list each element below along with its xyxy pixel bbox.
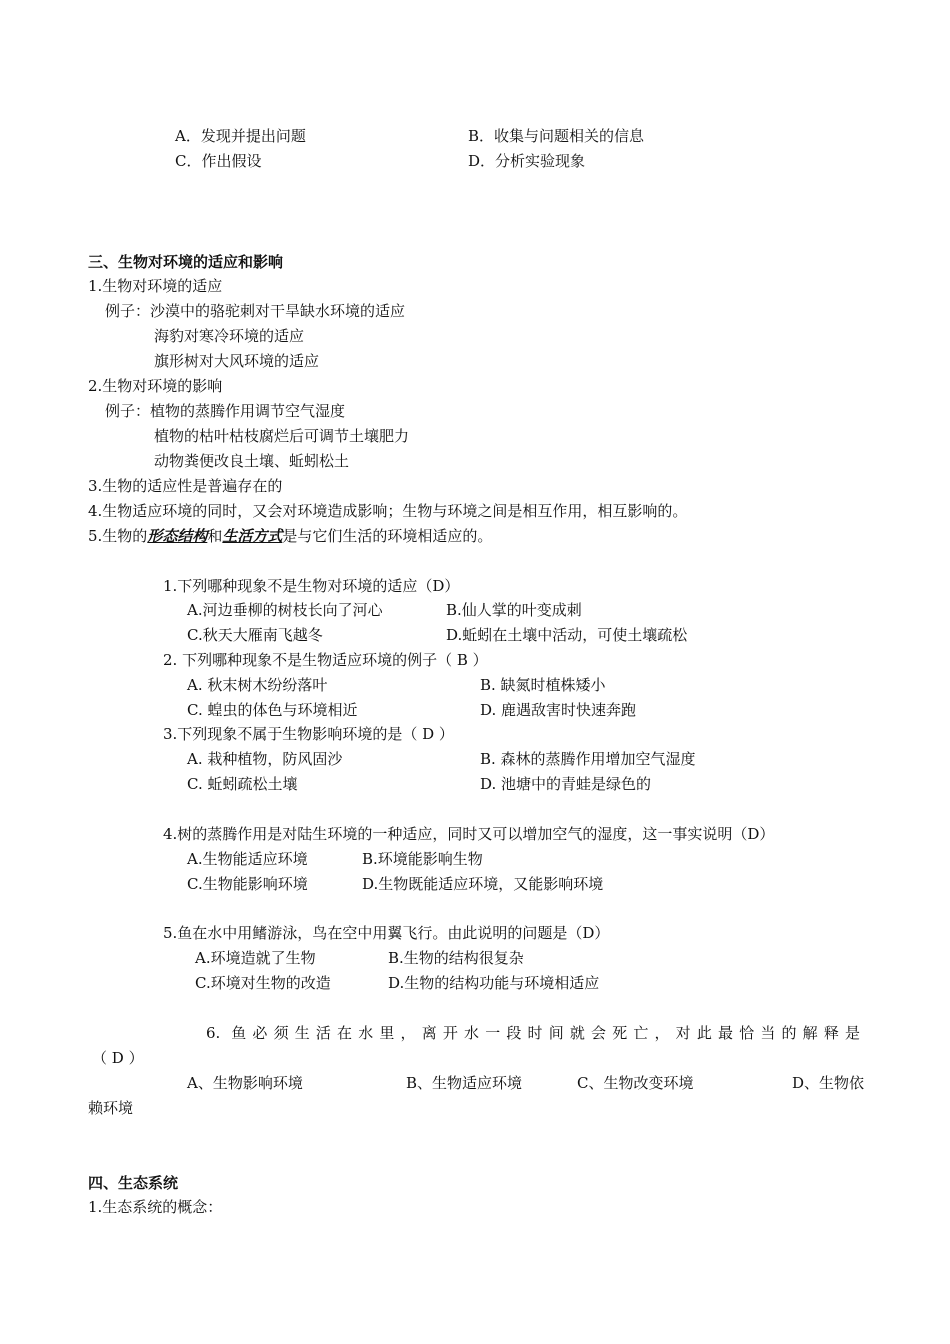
q3-option-d: D. 池塘中的青蛙是绿色的 — [480, 775, 652, 793]
q3-stem: 3.下列现象不属于生物影响环境的是（ D ） — [163, 725, 454, 743]
q5-option-a: A.环境造就了生物 — [195, 949, 316, 967]
q3-option-b: B. 森林的蒸腾作用增加空气湿度 — [480, 750, 696, 768]
q1-option-b: B.仙人掌的叶变成刺 — [446, 601, 582, 619]
q5-option-d: D.生物的结构功能与环境相适应 — [388, 974, 600, 992]
s3-p5-pre: 5.生物的 — [88, 527, 148, 545]
q4-option-d: D.生物既能适应环境，又能影响环境 — [362, 875, 604, 893]
section4-title: 四、生态系统 — [88, 1174, 179, 1192]
q2-option-b: B. 缺氮时植株矮小 — [480, 676, 606, 694]
q6-answer: （ D ） — [92, 1049, 144, 1067]
q4-option-b: B.环境能影响生物 — [362, 850, 483, 868]
s3-p3: 3.生物的适应性是普遍存在的 — [88, 477, 283, 495]
s3-p1-ex3: 旗形树对大风环境的适应 — [154, 352, 320, 370]
q3-option-a: A. 栽种植物，防风固沙 — [187, 750, 343, 768]
q6-option-a: A、生物影响环境 — [187, 1074, 303, 1092]
q1-option-a: A.河边垂柳的树枝长向了河心 — [187, 601, 383, 619]
q6-option-d-cont: 赖环境 — [88, 1099, 134, 1117]
q4-option-a: A.生物能适应环境 — [187, 850, 308, 868]
q5-option-b: B.生物的结构很复杂 — [388, 949, 524, 967]
q6-option-c: C、生物改变环境 — [577, 1074, 694, 1092]
s3-p2-ex3: 动物粪便改良土壤、蚯蚓松土 — [154, 452, 350, 470]
q4-stem: 4.树的蒸腾作用是对陆生环境的一种适应，同时又可以增加空气的湿度，这一事实说明（D） — [163, 825, 775, 843]
s3-p5-em2: 生活方式 — [222, 527, 283, 545]
q5-option-c: C.环境对生物的改造 — [195, 974, 331, 992]
q2-stem: 2. 下列哪种现象不是生物适应环境的例子（ B ） — [163, 651, 488, 669]
s3-p5 — [88, 526, 492, 546]
q2-option-d: D. 鹿遇敌害时快速奔跑 — [480, 701, 637, 719]
s3-p2-ex1: 例子：植物的蒸腾作用调节空气湿度 — [105, 402, 346, 420]
option-c: C．作出假设 — [175, 152, 262, 170]
q1-option-d: D.蚯蚓在土壤中活动，可使土壤疏松 — [446, 626, 688, 644]
q2-option-c: C. 蝗虫的体色与环境相近 — [187, 701, 358, 719]
q6-stem: 6. 鱼必须生活在水里，离开水一段时间就会死亡，对此最恰当的解释是 — [206, 1024, 860, 1042]
s3-p5-em1: 形态结构 — [147, 527, 208, 545]
s3-p1-ex1: 例子：沙漠中的骆驼刺对干旱缺水环境的适应 — [105, 302, 406, 320]
q1-option-c: C.秋天大雁南飞越冬 — [187, 626, 323, 644]
s3-p5-mid: 和 — [207, 527, 223, 545]
q3-option-c: C. 蚯蚓疏松土壤 — [187, 775, 298, 793]
s4-p1: 1.生态系统的概念： — [88, 1198, 223, 1216]
q6-option-b: B、生物适应环境 — [406, 1074, 523, 1092]
s3-p1-ex2: 海豹对寒冷环境的适应 — [154, 327, 305, 345]
q1-stem: 1.下列哪种现象不是生物对环境的适应（D） — [163, 577, 460, 595]
q4-option-c: C.生物能影响环境 — [187, 875, 308, 893]
s3-p5-post: 是与它们生活的环境相适应的。 — [282, 527, 493, 545]
s3-p2-ex2: 植物的枯叶枯枝腐烂后可调节土壤肥力 — [154, 427, 410, 445]
option-d: D．分析实验现象 — [468, 152, 586, 170]
q2-option-a: A. 秋末树木纷纷落叶 — [187, 676, 328, 694]
q6-option-d: D、生物依 — [792, 1074, 865, 1092]
q5-stem: 5.鱼在水中用鳍游泳，鸟在空中用翼飞行。由此说明的问题是（D） — [163, 924, 610, 942]
s3-p2: 2.生物对环境的影响 — [88, 377, 223, 395]
s3-p4: 4.生物适应环境的同时，又会对环境造成影响；生物与环境之间是相互作用，相互影响的。 — [88, 502, 688, 520]
section3-title: 三、生物对环境的适应和影响 — [88, 253, 284, 271]
option-a: A．发现并提出问题 — [175, 127, 306, 145]
option-b: B．收集与问题相关的信息 — [468, 127, 645, 145]
s3-p1: 1.生物对环境的适应 — [88, 277, 223, 295]
